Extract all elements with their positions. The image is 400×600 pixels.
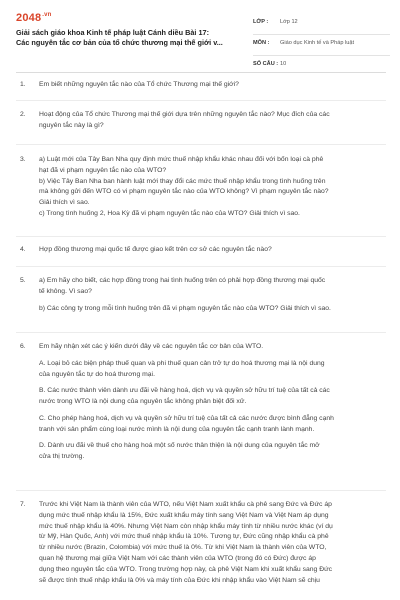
- question-line: nguyên tắc này là gì?: [39, 121, 104, 129]
- question-text: [39, 110, 382, 132]
- question-number: 6.: [20, 343, 26, 350]
- meta-value: Lớp 12: [280, 19, 298, 25]
- question-line: A. Loại bỏ các biện pháp thuế quan và phi thuế quan cản trở tự do hoá thương mại là nội dung: [39, 359, 325, 367]
- question-line: Em biết những nguyên tắc nào của Tổ chức Thương mại thế giới?: [39, 81, 239, 88]
- question-line: nước trong WTO là nội dung của nguyên tắc không phân biệt đối xử.: [39, 398, 247, 406]
- question-line: từ Mỹ, Hàn Quốc, Anh) với mức thuế nhập khẩu là 10%. Tương tự, Đức cũng nhập khẩu cà phê: [39, 533, 329, 541]
- question-line: quan hệ thương mại giữa Việt Nam với các thành viên của WTO (trong đó có Đức) được áp: [39, 554, 316, 562]
- logo-text: 2048: [16, 12, 42, 24]
- meta-label: LỚP :: [253, 19, 269, 25]
- meta-row-class: [253, 14, 390, 35]
- document-header: [16, 12, 386, 70]
- question-line: hạt đã vi phạm nguyên tắc nào của WTO?: [39, 166, 167, 174]
- meta-row-subject: [253, 35, 390, 56]
- question-line: sẽ được tính thuế nhập khẩu là 0% và máy tính của Đức khi nhập khẩu vào Việt Nam sẽ chịu: [39, 576, 320, 584]
- question-line: a) Em hãy cho biết, các hợp đồng trong hai tình huống trên có phải hợp đồng thương mại quốc: [39, 277, 326, 284]
- question-line: của nguyên tắc tự do hoá thương mại.: [39, 370, 155, 378]
- question-text: [39, 342, 382, 463]
- question-separator: [16, 100, 386, 101]
- question-line: D. Dành ưu đãi về thuế cho hàng hoá một số nước thân thiện là nội dung của nguyên tắc mở: [39, 442, 320, 450]
- question-line: tế không. Vì sao?: [39, 287, 92, 295]
- question-line: Em hãy nhận xét các ý kiến dưới đây về các nguyên tắc cơ bản của WTO.: [39, 343, 264, 350]
- question-text: [39, 500, 382, 586]
- question-number: 2.: [20, 111, 26, 118]
- question-line: Giải thích vì sao.: [39, 199, 90, 207]
- question-number: 7.: [20, 501, 26, 508]
- question-separator: [16, 332, 386, 333]
- question-line: Hợp đồng thương mại quốc tế được giao kết trên cơ sở các nguyên tắc nào?: [39, 246, 272, 253]
- question-line: từ nhiều nước (Brazin, Colombia) với mức thuế là 0%. Từ khi Việt Nam là thành viên của WTO,: [39, 544, 327, 552]
- question-line: a) Luật mới của Tây Ban Nha quy định mức thuế nhập khẩu khác nhau đối với bốn loại cà phê: [39, 156, 324, 163]
- question-line: c) Trong tình huống 2, Hoa Kỳ đã vi phạm nguyên tắc nào của WTO? Giải thích vì sao.: [39, 209, 300, 217]
- meta-row-count: [253, 56, 390, 76]
- question-number: 5.: [20, 277, 26, 284]
- question-line: tranh với sản phẩm cùng loại nước mình là nội dung của nguyên tắc cạnh tranh lành mạnh.: [39, 425, 315, 433]
- question-number: 3.: [20, 156, 26, 163]
- question-text: [39, 276, 382, 314]
- question-line: mà không gửi đến WTO có vi phạm nguyên tắc nào của WTO không? Vì phạm nguyên tắc nào?: [39, 188, 329, 196]
- question-separator: [16, 266, 386, 267]
- question-line: cửa thị trường.: [39, 453, 85, 461]
- title-line-2: Các nguyên tắc cơ bản của tổ chức thương mại thế giới v...: [16, 38, 223, 47]
- site-logo[interactable]: [16, 12, 52, 24]
- question-text: [39, 245, 382, 256]
- question-line: dụng theo nguyên tắc của WTO. Trong trường hợp này, cà phê Việt Nam khi xuất khẩu sang Đức: [39, 565, 333, 573]
- question-separator: [16, 236, 386, 237]
- meta-value: Giáo dục Kinh tế và Pháp luật: [280, 40, 355, 46]
- question-number: 4.: [20, 246, 26, 253]
- question-line: Hoạt động của Tổ chức Thương mại thế giới dựa trên những nguyên tắc nào? Mục đích của các: [39, 111, 330, 118]
- meta-value: 10: [280, 61, 287, 67]
- question-line: C. Cho phép hàng hoá, dịch vụ và quyền sở hữu trí tuệ của tất cả các nước được bình đẳng cạnh: [39, 414, 334, 422]
- title-line-1: Giải sách giáo khoa Kinh tế pháp luật Cánh diều Bài 17:: [16, 28, 209, 37]
- question-line: mức thuế nhập khẩu là 40%. Nhưng Việt Nam còn nhập khẩu máy tính từ nhiều nước khác (ví dụ: [39, 522, 333, 530]
- question-text: [39, 155, 382, 220]
- meta-label: SỐ CÂU :: [253, 61, 279, 67]
- question-line: Trước khi Việt Nam là thành viên của WTO, nếu Việt Nam xuất khẩu cà phê sang Đức và Đức áp: [39, 501, 332, 508]
- logo-suffix: .vn: [42, 12, 52, 18]
- question-separator: [16, 144, 386, 145]
- document-meta: [253, 14, 390, 76]
- header-divider: [16, 72, 386, 73]
- question-line: B. Các nước thành viên dành ưu đãi về hàng hoá, dịch vụ và quyền sở hữu trí tuệ của tất cả các: [39, 387, 330, 395]
- question-text: [39, 80, 382, 91]
- question-line: dụng mức thuế nhập khẩu là 15%, Đức xuất khẩu máy tính sang Việt Nam và Việt Nam áp dụng: [39, 511, 329, 519]
- question-line: b) Việc Tây Ban Nha ban hành luật mới thay đổi các mức thuế nhập khẩu trong tình huống trên: [39, 177, 326, 185]
- question-separator: [16, 490, 386, 491]
- question-line: b) Các công ty trong mỗi tình huống trên đã vi phạm nguyên tắc nào của WTO? Giải thích vì sao.: [39, 304, 331, 312]
- question-number: 1.: [20, 81, 26, 88]
- meta-label: MÔN :: [253, 40, 270, 46]
- document-title: [16, 28, 248, 48]
